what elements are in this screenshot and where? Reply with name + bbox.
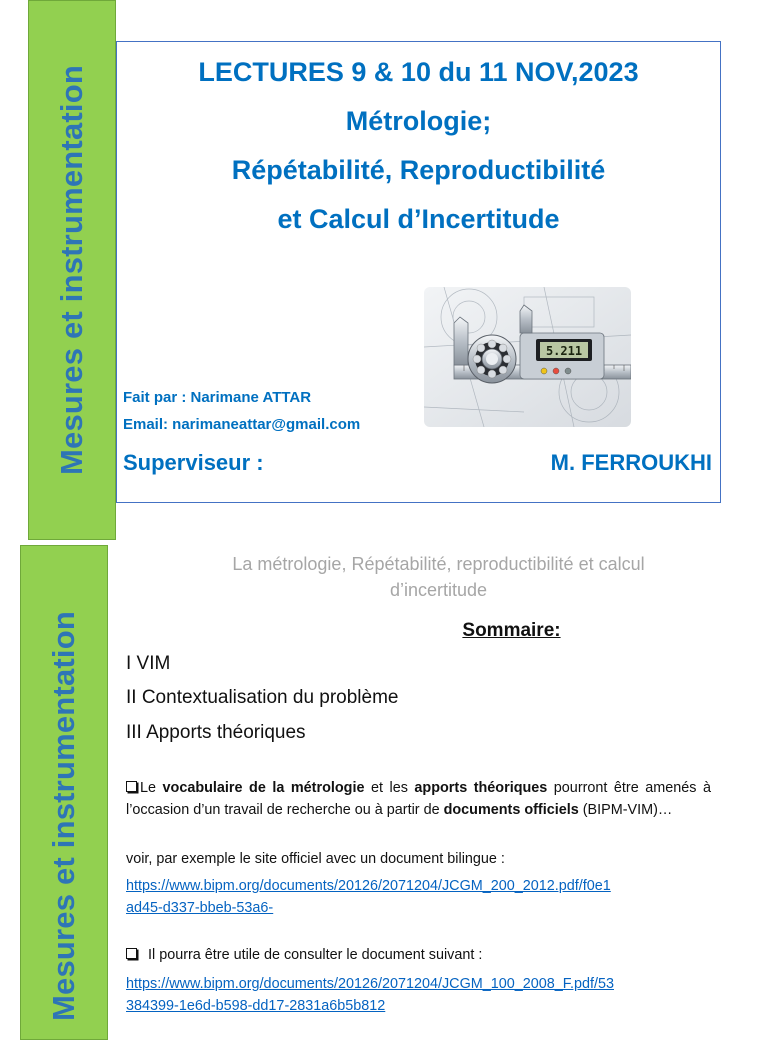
- title-line: Répétabilité, Reproductibilité: [231, 155, 606, 185]
- summary-slide: [116, 545, 721, 1024]
- toc-item: II Contextualisation du problème: [126, 687, 399, 708]
- author-name: Fait par : Narimane ATTAR: [123, 389, 312, 406]
- link-line[interactable]: ad45-d337-bbeb-53a6-: [126, 900, 274, 916]
- caliper-bearing-image: [424, 287, 631, 427]
- title-slide: [116, 41, 721, 503]
- title-line: et Calcul d’Incertitude: [277, 204, 560, 234]
- intro-paragraph: Le vocabulaire de la métrologie et les apports théoriques pourront être amenés à l’occasion d’un travail de recherche ou à partir de documents officiels (BIPM-VIM)…: [126, 780, 711, 818]
- bipm-gum-link[interactable]: [126, 973, 711, 1017]
- title-line: LECTURES 9 & 10 du 11 NOV,2023: [198, 57, 639, 87]
- consult-paragraph: Il pourra être utile de consulter le document suivant :: [126, 944, 711, 966]
- toc-item: III Apports théoriques: [126, 722, 306, 743]
- link-line[interactable]: https://www.bipm.org/documents/20126/2071204/JCGM_200_2012.pdf/f0e1: [126, 878, 611, 894]
- slide-subtitle: [156, 551, 721, 603]
- link-line[interactable]: https://www.bipm.org/documents/20126/2071204/JCGM_100_2008_F.pdf/53: [126, 976, 614, 992]
- side-tab-top: [28, 0, 116, 540]
- subtitle-line: d’incertitude: [389, 580, 488, 600]
- toc-item: I VIM: [126, 653, 171, 674]
- supervisor-name: M. FERROUKHI: [550, 450, 712, 475]
- checkbox-bullet-icon: [126, 781, 137, 792]
- side-tab-bottom: [20, 545, 108, 1040]
- side-tab-label: Mesures et instrumentation: [46, 610, 81, 1022]
- supervisor-label: Superviseur :: [123, 450, 264, 475]
- author-email: Email: narimaneattar@gmail.com: [123, 416, 361, 433]
- side-tab-label: Mesures et instrumentation: [54, 64, 89, 476]
- checkbox-bullet-icon: [126, 948, 137, 959]
- subtitle-line: La métrologie, Répétabilité, reproductibilité et calcul: [232, 554, 645, 574]
- title-line: Métrologie;: [345, 106, 492, 136]
- caliper-bearing-photo: [424, 287, 631, 427]
- example-text: voir, par exemple le site officiel avec un document bilingue :: [126, 851, 505, 867]
- sommaire-heading: Sommaire:: [462, 620, 561, 641]
- bipm-vim-link[interactable]: [126, 875, 711, 919]
- link-line[interactable]: 384399-1e6d-b598-dd17-2831a6b5b812: [126, 998, 386, 1014]
- slide-title: [117, 52, 720, 248]
- caliper-readout: 5.211: [545, 344, 583, 358]
